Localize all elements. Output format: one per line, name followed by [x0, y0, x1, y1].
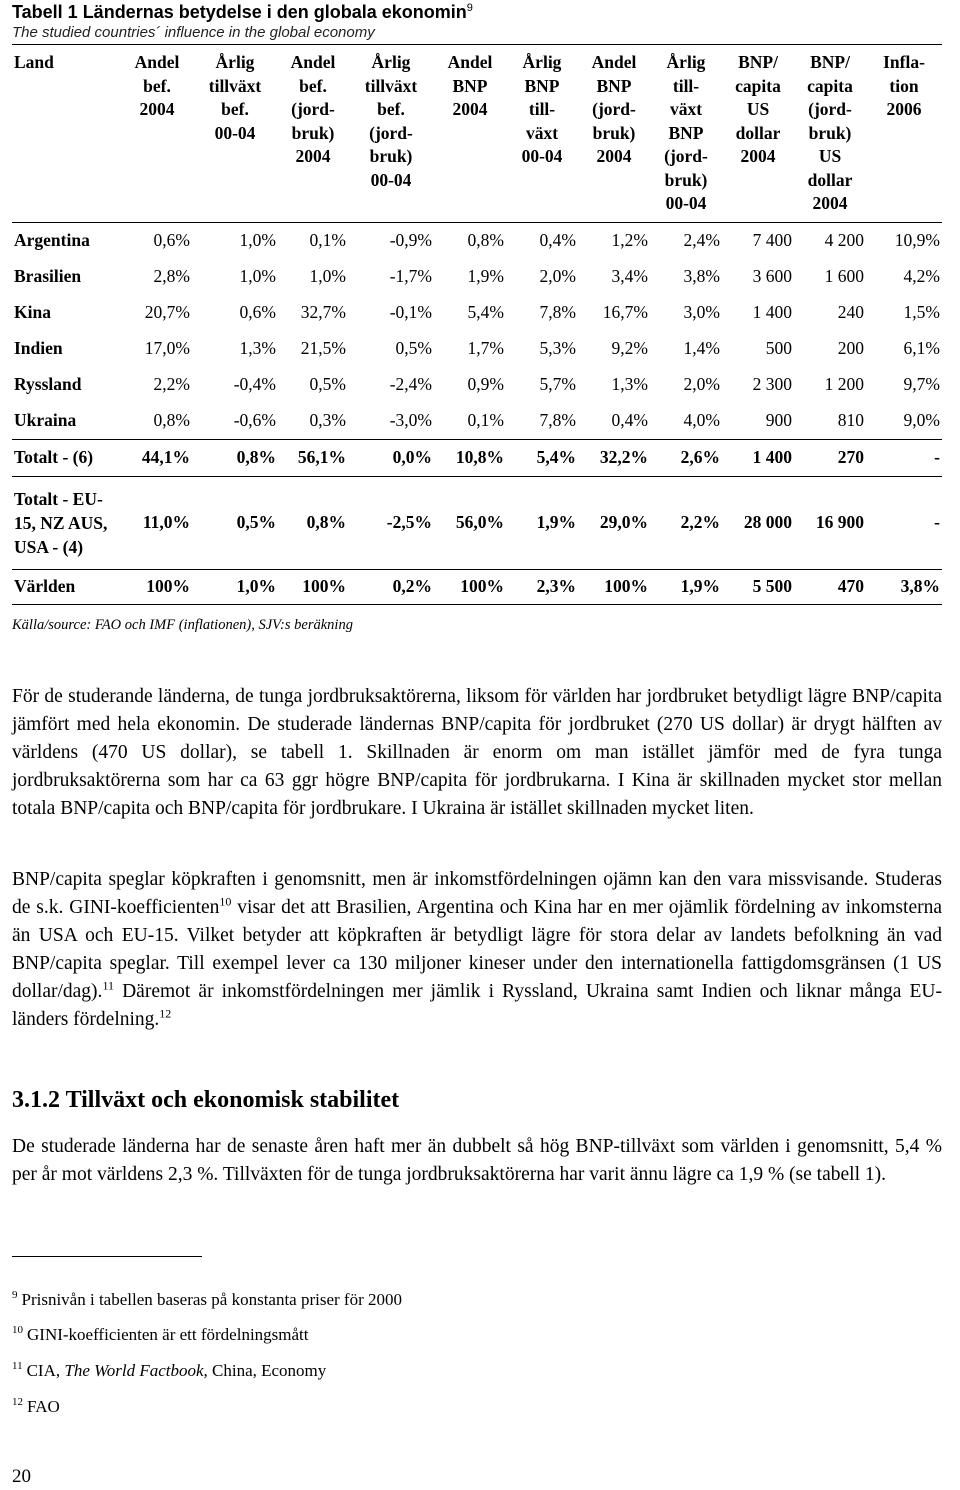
- table-cell: 2,0%: [539, 266, 576, 286]
- footnote: [12, 1325, 309, 1345]
- column-header-line: (jord-: [291, 99, 335, 119]
- table-cell: 7,8%: [539, 410, 576, 430]
- paragraph-text: Däremot är inkomstfördelningen mer jämlik i Ryssland, Ukraina samt Indien och liknar många EU-länders fördelning.: [12, 981, 942, 1030]
- column-header-line: bef.: [221, 99, 249, 119]
- table-cell: 9,2%: [611, 338, 648, 358]
- table-cell: 810: [837, 410, 864, 430]
- column-header-line: Årlig: [666, 52, 706, 72]
- table-cell: 1,3%: [611, 374, 648, 394]
- column-header-line: bef.: [299, 75, 327, 96]
- table-cell: 100%: [122, 569, 192, 604]
- table-cell: 0,5%: [395, 338, 432, 358]
- column-header: [192, 49, 278, 222]
- table-cell: 2,2%: [153, 374, 190, 394]
- column-header-line: (jord-: [369, 122, 413, 143]
- column-header-line: bruk): [592, 122, 636, 143]
- table-cell: -2,5%: [348, 476, 434, 569]
- table-cell: 1 600: [824, 266, 864, 286]
- table-cell: 0,9%: [467, 374, 504, 394]
- footnote-text: GINI-koefficienten är ett fördelningsmått: [27, 1325, 309, 1344]
- paragraph: För de studerande länderna, de tunga jordbruksaktörerna, liksom för världen har jordbruket betydligt lägre BNP/capita jämfört med hela ekonomin. De studerade ländernas BNP/capita för jordbruket (270 US dollar) är drygt hälften av världens (470 US dollar), se tabell 1. Skillnaden är enorm om man istället jämför med de fyra tunga jordbruksaktörerna som har ca 63 ggr högre BNP/capita för jordbrukarna. I Kina är skillnaden mycket stor mellan totala BNP/capita och BNP/capita för jordbrukare. I Ukraina är istället skillnaden mycket liten.: [12, 686, 942, 819]
- column-header-line: 00-04: [214, 122, 256, 143]
- column-header-line: BNP/: [810, 52, 850, 72]
- section-heading: 3.1.2 Tillväxt och ekonomisk stabilitet: [12, 1087, 400, 1113]
- paragraph-text: visar det att Brasilien, Argentina och Kina har en mer ojämlik fördelning av inkomsterna än USA och EU-15. Vilket betyder att köpkraften är betydligt lägre för stora delar av landets befolkning än vad BNP/capita speglar. Till exempel lever ca 130 miljoner kineser under den internationella fattigdomsgränsen (1 US dollar/dag).: [12, 897, 942, 1002]
- table-cell: 100%: [434, 569, 506, 604]
- table-cell: 2,4%: [683, 230, 720, 250]
- row-label: Totalt - EU-15, NZ AUS, USA - (4): [12, 476, 122, 569]
- column-header-line: 00-04: [665, 193, 707, 213]
- column-header-line: växt: [669, 99, 703, 119]
- column-header-line: BNP: [524, 75, 560, 96]
- column-header-line: Andel: [134, 52, 180, 72]
- column-header: [578, 49, 650, 222]
- footnote: [12, 1361, 326, 1381]
- table-cell: 32,7%: [300, 302, 346, 322]
- table-cell: -: [866, 476, 942, 569]
- table-cell: 9,0%: [903, 410, 940, 430]
- row-label: Världen: [12, 569, 122, 604]
- table-cell: 500: [765, 338, 792, 358]
- column-header: [12, 49, 122, 222]
- table-title-text: Tabell 1 Ländernas betydelse i den globala ekonomin: [12, 2, 467, 22]
- column-header-line: capita: [807, 75, 853, 96]
- table-title: [12, 2, 473, 23]
- table-cell: 6,1%: [903, 338, 940, 358]
- table-cell: 16,7%: [602, 302, 648, 322]
- table-cell: 5 500: [722, 569, 794, 604]
- table-cell: 29,0%: [578, 476, 650, 569]
- table-cell: 1 400: [752, 302, 792, 322]
- table-row: [12, 439, 942, 476]
- table-cell: 1,2%: [611, 230, 648, 250]
- column-header-line: tion: [889, 75, 919, 96]
- table-cell: 1,4%: [683, 338, 720, 358]
- footnote-ref: 9: [466, 2, 473, 14]
- table-cell: 0,8%: [278, 476, 348, 569]
- column-header-line: växt: [525, 122, 559, 143]
- table-cell: -2,4%: [389, 374, 432, 394]
- footnote-text: Prisnivån i tabellen baseras på konstanta priser för 2000: [21, 1290, 403, 1309]
- table-row: [12, 259, 942, 295]
- column-header-line: bruk): [291, 122, 335, 143]
- table-cell: 16 900: [794, 476, 866, 569]
- footnote-title: The World Factbook,: [64, 1361, 208, 1380]
- column-header: [866, 49, 942, 222]
- column-header-line: Årlig: [371, 52, 411, 72]
- table-cell: -1,7%: [389, 266, 432, 286]
- footnote-number: 9: [12, 1289, 18, 1302]
- column-header-line: dollar: [735, 122, 781, 143]
- table-cell: 1,9%: [650, 569, 722, 604]
- table-cell: 3 600: [752, 266, 792, 286]
- table-cell: 20,7%: [144, 302, 190, 322]
- footnote-ref: 12: [159, 1006, 172, 1021]
- row-label: Totalt - (6): [12, 439, 122, 476]
- table-cell: 21,5%: [300, 338, 346, 358]
- table-cell: 5,7%: [539, 374, 576, 394]
- table-cell: 1,0%: [192, 569, 278, 604]
- table-cell: 5,4%: [506, 439, 578, 476]
- table-cell: 1 400: [722, 439, 794, 476]
- column-header-line: tillväxt: [208, 75, 262, 96]
- table-cell: -3,0%: [389, 410, 432, 430]
- table-subtitle: The studied countries´ influence in the global economy: [12, 24, 375, 41]
- column-header-line: bef.: [143, 75, 171, 96]
- table-top-rule: [12, 44, 942, 45]
- column-header-line: bruk): [664, 169, 708, 190]
- table-cell: 9,7%: [903, 374, 940, 394]
- footnote-number: 10: [12, 1324, 23, 1337]
- table-cell: 0,5%: [309, 374, 346, 394]
- column-header-line: 2004: [295, 146, 331, 166]
- table-cell: 0,3%: [309, 410, 346, 430]
- table-cell: 17,0%: [144, 338, 190, 358]
- table-cell: 1,0%: [309, 266, 346, 286]
- column-header-line: dollar: [807, 169, 853, 190]
- column-header: [650, 49, 722, 222]
- footnote-text: CIA,: [26, 1361, 65, 1380]
- table-cell: 4,0%: [683, 410, 720, 430]
- table-row: [12, 295, 942, 331]
- table-cell: -0,6%: [233, 410, 276, 430]
- column-header-line: BNP/: [738, 52, 778, 72]
- column-header-line: 2004: [139, 99, 175, 119]
- table-cell: 1,0%: [239, 266, 276, 286]
- table-cell: 2,0%: [683, 374, 720, 394]
- table-cell: 1 200: [824, 374, 864, 394]
- column-header-line: 00-04: [370, 169, 412, 190]
- footnote-text: China, Economy: [207, 1361, 327, 1380]
- table-cell: 3,8%: [683, 266, 720, 286]
- column-header-line: Infla-: [883, 52, 925, 72]
- column-header-line: Andel: [447, 52, 493, 72]
- footnote: [12, 1397, 60, 1417]
- column-header-line: Andel: [591, 52, 637, 72]
- column-header-line: (jord-: [664, 146, 708, 166]
- column-header-line: 00-04: [521, 146, 563, 166]
- column-header-line: (jord-: [592, 99, 636, 119]
- table-body: [12, 222, 942, 604]
- footnote: [12, 1290, 402, 1310]
- table-cell: 0,4%: [611, 410, 648, 430]
- column-header-line: 2004: [740, 146, 776, 166]
- column-header-line: US: [818, 146, 842, 166]
- table-cell: 2 300: [752, 374, 792, 394]
- column-header-line: Andel: [290, 52, 336, 72]
- footnote-ref: 10: [219, 894, 232, 909]
- table-cell: 1,5%: [903, 302, 940, 322]
- column-header-line: 2006: [886, 99, 922, 119]
- table-cell: 0,4%: [539, 230, 576, 250]
- table-row: [12, 403, 942, 440]
- column-header-line: (jord-: [808, 99, 852, 119]
- footnote-number: 11: [12, 1360, 23, 1373]
- table-cell: 100%: [278, 569, 348, 604]
- column-header: [122, 49, 192, 222]
- table-cell: 0,6%: [153, 230, 190, 250]
- table-cell: 0,0%: [348, 439, 434, 476]
- column-header: [434, 49, 506, 222]
- table-cell: 11,0%: [122, 476, 192, 569]
- table-cell: 10,9%: [894, 230, 940, 250]
- table-cell: 2,8%: [153, 266, 190, 286]
- column-header: [794, 49, 866, 222]
- row-label: Brasilien: [14, 266, 82, 286]
- row-label: Ryssland: [14, 374, 82, 394]
- paragraph-text: BNP/capita speglar köpkraften i genomsnitt, men är inkomstfördelningen ojämn kan den vara missvisande. Studeras de s.k. GINI-koefficienten: [12, 869, 942, 918]
- table-cell: 56,0%: [434, 476, 506, 569]
- table-row: [12, 367, 942, 403]
- column-header: [278, 49, 348, 222]
- table-cell: 4,2%: [903, 266, 940, 286]
- column-header-line: Årlig: [215, 52, 255, 72]
- column-header-line: 2004: [812, 193, 848, 213]
- table-cell: 2,2%: [650, 476, 722, 569]
- column-header-line: bef.: [377, 99, 405, 119]
- table-cell: 1,7%: [467, 338, 504, 358]
- table-cell: 2,3%: [506, 569, 578, 604]
- table-cell: 28 000: [722, 476, 794, 569]
- table-cell: 240: [837, 302, 864, 322]
- footnote-separator: [12, 1256, 202, 1257]
- column-header-line: BNP: [452, 75, 488, 96]
- table-cell: 3,8%: [866, 569, 942, 604]
- column-header-line: Årlig: [522, 52, 562, 72]
- table-row: [12, 569, 942, 604]
- paragraph: De studerade länderna har de senaste åren haft mer än dubbelt så hög BNP-tillväxt som världen i genomsnitt, 5,4 % per år mot världens 2,3 %. Tillväxten för de tunga jordbruksaktörerna har varit ännu lägre ca 1,9 % (se tabell 1).: [12, 1136, 942, 1185]
- column-header: [722, 49, 794, 222]
- table-cell: -0,9%: [389, 230, 432, 250]
- column-header-line: Land: [14, 52, 54, 72]
- table-cell: 3,4%: [611, 266, 648, 286]
- table-cell: 0,8%: [153, 410, 190, 430]
- footnote-text: FAO: [27, 1397, 60, 1416]
- table-cell: 100%: [578, 569, 650, 604]
- table-header-row: [12, 49, 942, 222]
- table-cell: 1,9%: [506, 476, 578, 569]
- table-cell: 44,1%: [122, 439, 192, 476]
- table-row: [12, 476, 942, 569]
- row-label: Kina: [14, 302, 51, 322]
- table-cell: 0,8%: [467, 230, 504, 250]
- table-cell: 5,4%: [467, 302, 504, 322]
- column-header-line: BNP: [596, 75, 632, 96]
- table-cell: 7,8%: [539, 302, 576, 322]
- table-cell: 7 400: [752, 230, 792, 250]
- page-number: 20: [12, 1466, 31, 1487]
- table-cell: 270: [794, 439, 866, 476]
- column-header-line: BNP: [668, 122, 704, 143]
- table-cell: 0,5%: [192, 476, 278, 569]
- table-cell: 0,1%: [309, 230, 346, 250]
- column-header-line: tillväxt: [364, 75, 418, 96]
- table-cell: 3,0%: [683, 302, 720, 322]
- column-header-line: 2004: [596, 146, 632, 166]
- table-cell: 470: [794, 569, 866, 604]
- row-label: Ukraina: [14, 410, 77, 430]
- row-label: Argentina: [14, 230, 90, 250]
- table-cell: -0,4%: [233, 374, 276, 394]
- data-table: [12, 49, 942, 605]
- column-header-line: till-: [672, 75, 700, 96]
- table-row: [12, 222, 942, 259]
- table-row: [12, 331, 942, 367]
- footnote-number: 12: [12, 1396, 23, 1409]
- table-cell: 200: [837, 338, 864, 358]
- column-header: [506, 49, 578, 222]
- footnote-ref: 11: [102, 978, 114, 993]
- table-cell: 1,3%: [239, 338, 276, 358]
- table-cell: 2,6%: [650, 439, 722, 476]
- table-cell: 0,1%: [467, 410, 504, 430]
- column-header-line: till-: [528, 99, 556, 119]
- column-header-line: bruk): [369, 146, 413, 166]
- column-header-line: US: [746, 99, 770, 119]
- column-header-line: 2004: [452, 99, 488, 119]
- table-cell: 56,1%: [278, 439, 348, 476]
- table-cell: 1,9%: [467, 266, 504, 286]
- column-header-line: bruk): [808, 122, 852, 143]
- table-cell: 32,2%: [578, 439, 650, 476]
- table-cell: 1,0%: [239, 230, 276, 250]
- table-cell: -0,1%: [389, 302, 432, 322]
- table-cell: 4 200: [824, 230, 864, 250]
- table-cell: 10,8%: [434, 439, 506, 476]
- table-cell: 0,2%: [348, 569, 434, 604]
- column-header: [348, 49, 434, 222]
- table-cell: 900: [765, 410, 792, 430]
- table-cell: 5,3%: [539, 338, 576, 358]
- row-label: Indien: [14, 338, 63, 358]
- table-cell: -: [866, 439, 942, 476]
- table-source: Källa/source: FAO och IMF (inflationen), SJV:s beräkning: [12, 617, 353, 633]
- table-cell: 0,6%: [239, 302, 276, 322]
- column-header-line: capita: [735, 75, 781, 96]
- table-cell: 0,8%: [192, 439, 278, 476]
- paragraph: [12, 866, 942, 1034]
